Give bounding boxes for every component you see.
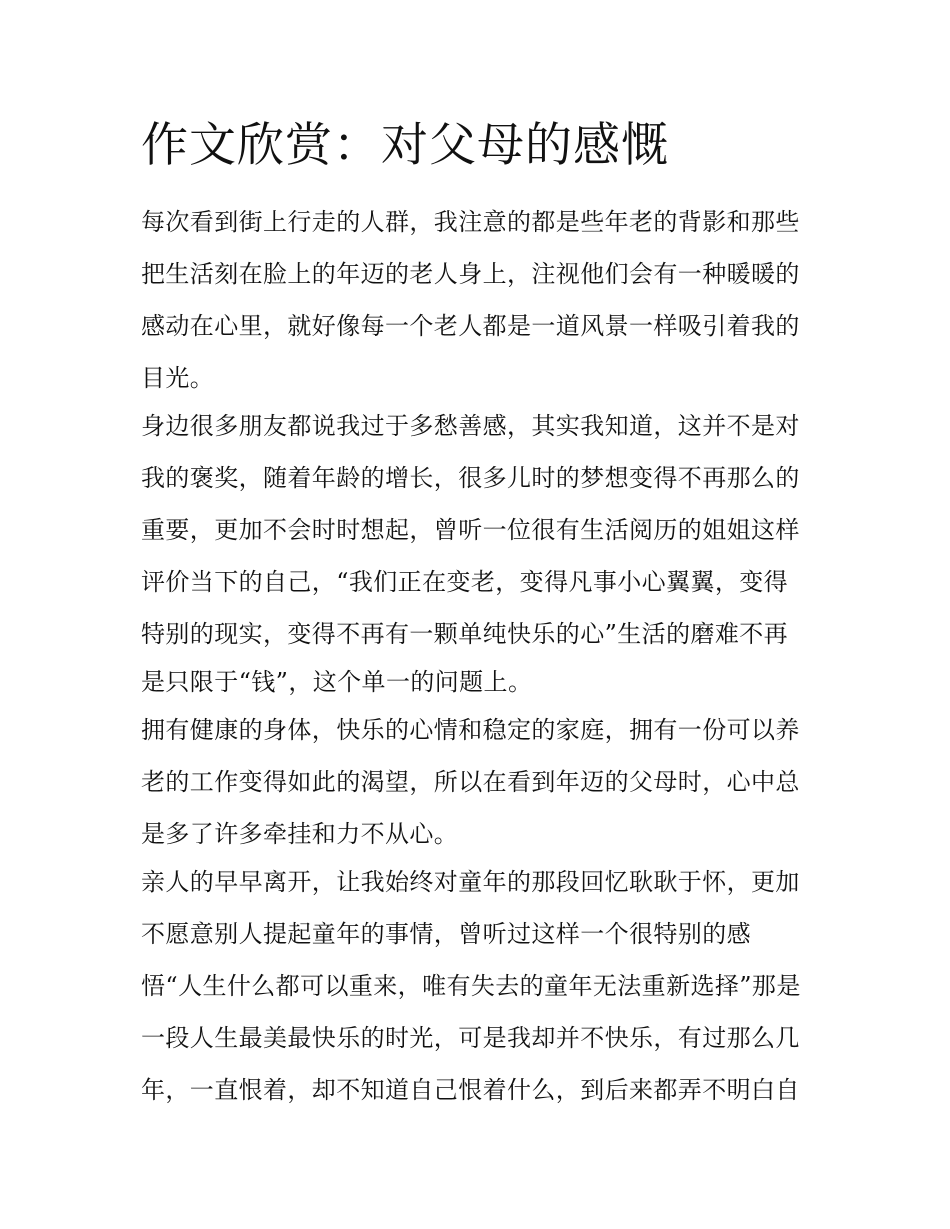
text-line: 是只限于“钱”，这个单一的问题上。 (141, 668, 533, 696)
text-line: 我的褒奖，随着年龄的增长，很多儿时的梦想变得不再那么的 (141, 464, 800, 492)
text-line: 特别的现实，变得不再有一颗单纯快乐的心”生活的磨难不再 (141, 620, 789, 648)
text-line: 不愿意别人提起童年的事情，曾听过这样一个很特别的感 (141, 920, 751, 948)
text-line: 把生活刻在脸上的年迈的老人身上，注视他们会有一种暖暖的 (141, 260, 800, 288)
page-title: 作文欣赏：对父母的感慨 (141, 118, 669, 173)
text-line: 是多了许多牵挂和力不从心。 (141, 820, 459, 848)
text-line: 评价当下的自己，“我们正在变老，变得凡事小心翼翼，变得 (141, 568, 789, 596)
text-line: 亲人的早早离开，让我始终对童年的那段回忆耿耿于怀，更加 (141, 868, 800, 896)
text-line: 悟“人生什么都可以重来，唯有失去的童年无法重新选择”那是 (141, 972, 801, 1000)
text-line: 身边很多朋友都说我过于多愁善感，其实我知道，这并不是对 (141, 412, 800, 440)
text-line: 每次看到街上行走的人群，我注意的都是些年老的背影和那些 (141, 208, 800, 236)
text-line: 一段人生最美最快乐的时光，可是我却并不快乐，有过那么几 (141, 1024, 800, 1052)
text-line: 感动在心里，就好像每一个老人都是一道风景一样吸引着我的 (141, 312, 800, 340)
text-line: 老的工作变得如此的渴望，所以在看到年迈的父母时，心中总 (141, 768, 800, 796)
text-line: 重要，更加不会时时想起，曾听一位很有生活阅历的姐姐这样 (141, 516, 800, 544)
text-line: 年，一直恨着，却不知道自己恨着什么，到后来都弄不明白自 (141, 1076, 800, 1104)
text-line: 目光。 (141, 364, 215, 392)
text-line: 拥有健康的身体，快乐的心情和稳定的家庭，拥有一份可以养 (141, 716, 800, 744)
